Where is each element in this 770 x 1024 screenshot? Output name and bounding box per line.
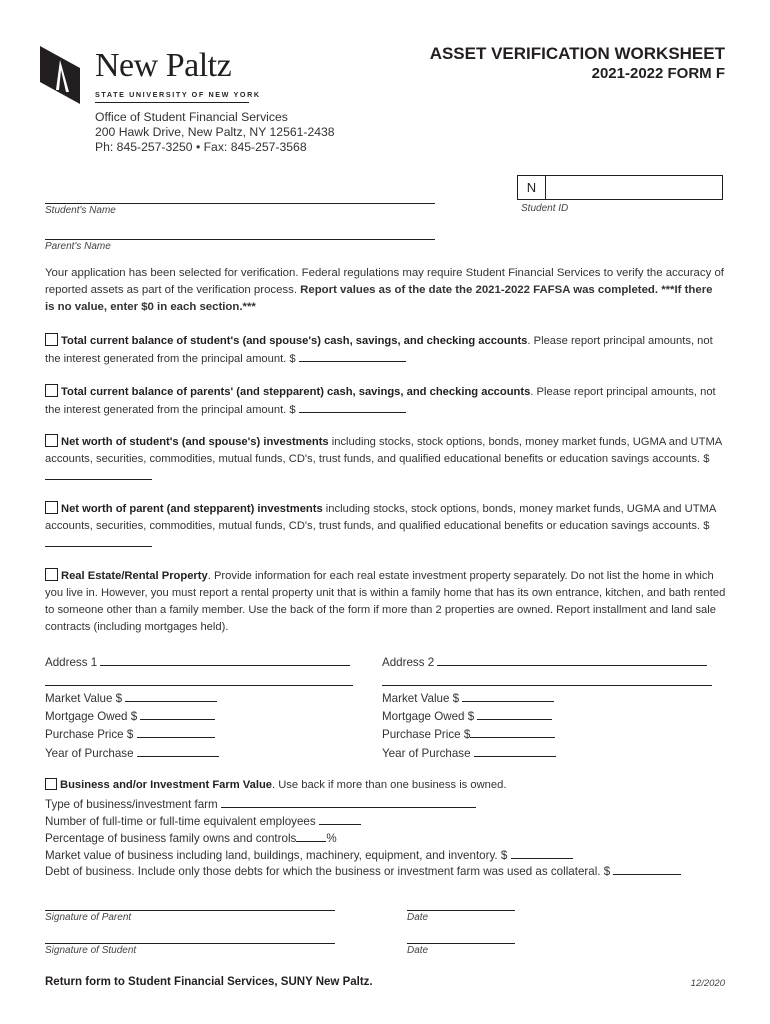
- purchase-price-label: Purchase Price $: [45, 728, 134, 741]
- form-revision-date: 12/2020: [690, 978, 725, 989]
- intro-paragraph: [45, 265, 725, 316]
- student-id-label: Student ID: [521, 203, 569, 214]
- section-text: . Use back if more than one business is owned.: [272, 779, 507, 791]
- business-percentage-row: [45, 830, 337, 845]
- market-value-label: Market Value $: [382, 692, 460, 705]
- section-heading: Total current balance of parents' (and stepparent) cash, savings, and checking accounts: [61, 386, 531, 398]
- section-student-cash: [45, 333, 727, 368]
- mortgage-owed-label: Mortgage Owed $: [45, 710, 138, 723]
- market-value-label: Market Value $: [45, 692, 123, 705]
- section-checkbox[interactable]: [45, 333, 58, 346]
- new-paltz-logo-mark-icon: [40, 46, 80, 104]
- parent-cash-amount-field[interactable]: [299, 401, 406, 413]
- form-title: ASSET VERIFICATION WORKSHEET: [429, 44, 725, 63]
- student-name-field[interactable]: [45, 203, 435, 204]
- student-cash-amount-field[interactable]: [299, 350, 406, 362]
- student-date-field[interactable]: [407, 943, 515, 944]
- purchase-price-1-field[interactable]: [137, 726, 215, 738]
- mortgage-owed-1-field[interactable]: [140, 708, 215, 720]
- section-student-investments: [45, 434, 727, 486]
- business-type-label: Type of business/investment farm: [45, 798, 218, 811]
- section-parent-investments: [45, 501, 727, 553]
- section-heading: Total current balance of student's (and spouse's) cash, savings, and checking accounts: [61, 335, 528, 347]
- purchase-price-2-field[interactable]: [470, 726, 555, 738]
- business-employees-row: [45, 813, 361, 828]
- address2-line2-field[interactable]: [382, 685, 712, 686]
- address2-field[interactable]: [437, 654, 707, 666]
- parent-investments-amount-field[interactable]: [45, 535, 152, 547]
- section-business: [45, 777, 727, 794]
- intro-bold-text: Report values as of the date the 2021-2022 FAFSA was completed. ***If there is no value, enter $0 in each section.***: [45, 284, 713, 313]
- section-text: including stocks, stock options, bonds, money market funds, UGMA and UTMA accounts, securities, commodities, mutual funds, CD's, trust funds, and qualified educational benefits or education savings accounts. $: [45, 436, 722, 465]
- section-checkbox[interactable]: [45, 434, 58, 447]
- address1-line2-field[interactable]: [45, 685, 353, 686]
- market-value-1-row: [45, 690, 217, 705]
- market-value-1-field[interactable]: [125, 690, 217, 702]
- purchase-price-label: Purchase Price $: [382, 728, 471, 741]
- parent-name-label: Parent's Name: [45, 241, 111, 252]
- mortgage-owed-2-field[interactable]: [477, 708, 552, 720]
- year-purchase-2-row: [382, 745, 556, 760]
- return-instructions: Return form to Student Financial Services, SUNY New Paltz.: [45, 976, 373, 988]
- student-name-label: Student's Name: [45, 205, 116, 216]
- address2-row: [382, 654, 707, 669]
- address1-label: Address 1: [45, 656, 98, 669]
- parent-date-field[interactable]: [407, 910, 515, 911]
- section-text: . Provide information for each real estate investment property separately. Do not list the home in which you live in. However, you must report a rental property unit that is within a family home that has its own entrance, kitchen, and bath rented to someone other than a family member. Use the back of the form if more than 2 properties are owned. Report installment and land sale contracts (including mortgages held).: [45, 570, 726, 633]
- business-employees-field[interactable]: [319, 813, 361, 825]
- mortgage-owed-2-row: [382, 708, 552, 723]
- section-parent-cash: [45, 384, 727, 419]
- student-id-prefix: N: [518, 176, 546, 199]
- intro-text: Your application has been selected for verification. Federal regulations may require Student Financial Services to verify the accuracy of reported assets as part of the verification process.: [45, 267, 724, 296]
- purchase-price-2-row: [382, 726, 555, 741]
- section-text: including stocks, stock options, bonds, money market funds, UGMA and UTMA accounts, securities, commodities, mutual funds, CD's, trust funds, and qualified educational benefits or education savings accounts. $: [45, 503, 716, 532]
- logo-subtitle: STATE UNIVERSITY OF NEW YORK: [95, 90, 261, 99]
- business-type-field[interactable]: [221, 796, 476, 808]
- business-type-row: [45, 796, 476, 811]
- student-signature-field[interactable]: [45, 943, 335, 944]
- business-percentage-label: Percentage of business family owns and controls: [45, 832, 297, 845]
- section-heading: Net worth of student's (and spouse's) investments: [61, 436, 329, 448]
- year-purchase-1-row: [45, 745, 219, 760]
- student-investments-amount-field[interactable]: [45, 468, 152, 480]
- business-debt-field[interactable]: [613, 863, 681, 875]
- year-of-purchase-label: Year of Purchase: [382, 747, 471, 760]
- section-heading: Net worth of parent (and stepparent) investments: [61, 503, 323, 515]
- business-employees-label: Number of full-time or full-time equivalent employees: [45, 815, 316, 828]
- section-checkbox[interactable]: [45, 384, 58, 397]
- office-address: [95, 110, 335, 155]
- parent-date-label: Date: [407, 912, 429, 923]
- year-purchase-2-field[interactable]: [474, 745, 556, 757]
- office-line: Ph: 845-257-3250 • Fax: 845-257-3568: [95, 140, 307, 154]
- business-debt-label: Debt of business. Include only those debts for which the business or investment farm was used as collateral. $: [45, 865, 611, 878]
- address2-label: Address 2: [382, 656, 435, 669]
- logo-divider: [95, 102, 249, 103]
- office-line: 200 Hawk Drive, New Paltz, NY 12561-2438: [95, 125, 335, 139]
- business-debt-row: [45, 863, 681, 878]
- address1-row: [45, 654, 350, 669]
- mortgage-owed-label: Mortgage Owed $: [382, 710, 475, 723]
- logo-wordmark: New Paltz: [95, 47, 232, 84]
- section-text: . Please report principal amounts, not the interest generated from the principal amount. $: [45, 335, 713, 365]
- business-market-value-row: [45, 847, 573, 862]
- section-checkbox[interactable]: [45, 568, 58, 581]
- section-checkbox[interactable]: [45, 778, 57, 790]
- purchase-price-1-row: [45, 726, 215, 741]
- business-percentage-field[interactable]: [296, 830, 326, 842]
- parent-name-field[interactable]: [45, 239, 435, 240]
- business-market-value-label: Market value of business including land, buildings, machinery, equipment, and inventory. $: [45, 849, 508, 862]
- market-value-2-field[interactable]: [462, 690, 554, 702]
- market-value-2-row: [382, 690, 554, 705]
- office-line: Office of Student Financial Services: [95, 110, 288, 124]
- parent-signature-label: Signature of Parent: [45, 912, 132, 923]
- year-purchase-1-field[interactable]: [137, 745, 219, 757]
- business-market-value-field[interactable]: [511, 847, 573, 859]
- parent-signature-field[interactable]: [45, 910, 335, 911]
- percent-sign: %: [326, 832, 337, 845]
- section-heading: Business and/or Investment Farm Value: [60, 779, 273, 791]
- student-signature-label: Signature of Student: [45, 945, 137, 956]
- form-subtitle: 2021-2022 FORM F: [591, 65, 725, 82]
- section-checkbox[interactable]: [45, 501, 58, 514]
- student-id-field[interactable]: [517, 175, 723, 200]
- section-heading: Real Estate/Rental Property: [61, 570, 208, 582]
- section-real-estate: [45, 568, 727, 636]
- year-of-purchase-label: Year of Purchase: [45, 747, 134, 760]
- mortgage-owed-1-row: [45, 708, 215, 723]
- section-text: . Please report principal amounts, not the interest generated from the principal amount. $: [45, 386, 716, 416]
- student-date-label: Date: [407, 945, 429, 956]
- address1-field[interactable]: [100, 654, 350, 666]
